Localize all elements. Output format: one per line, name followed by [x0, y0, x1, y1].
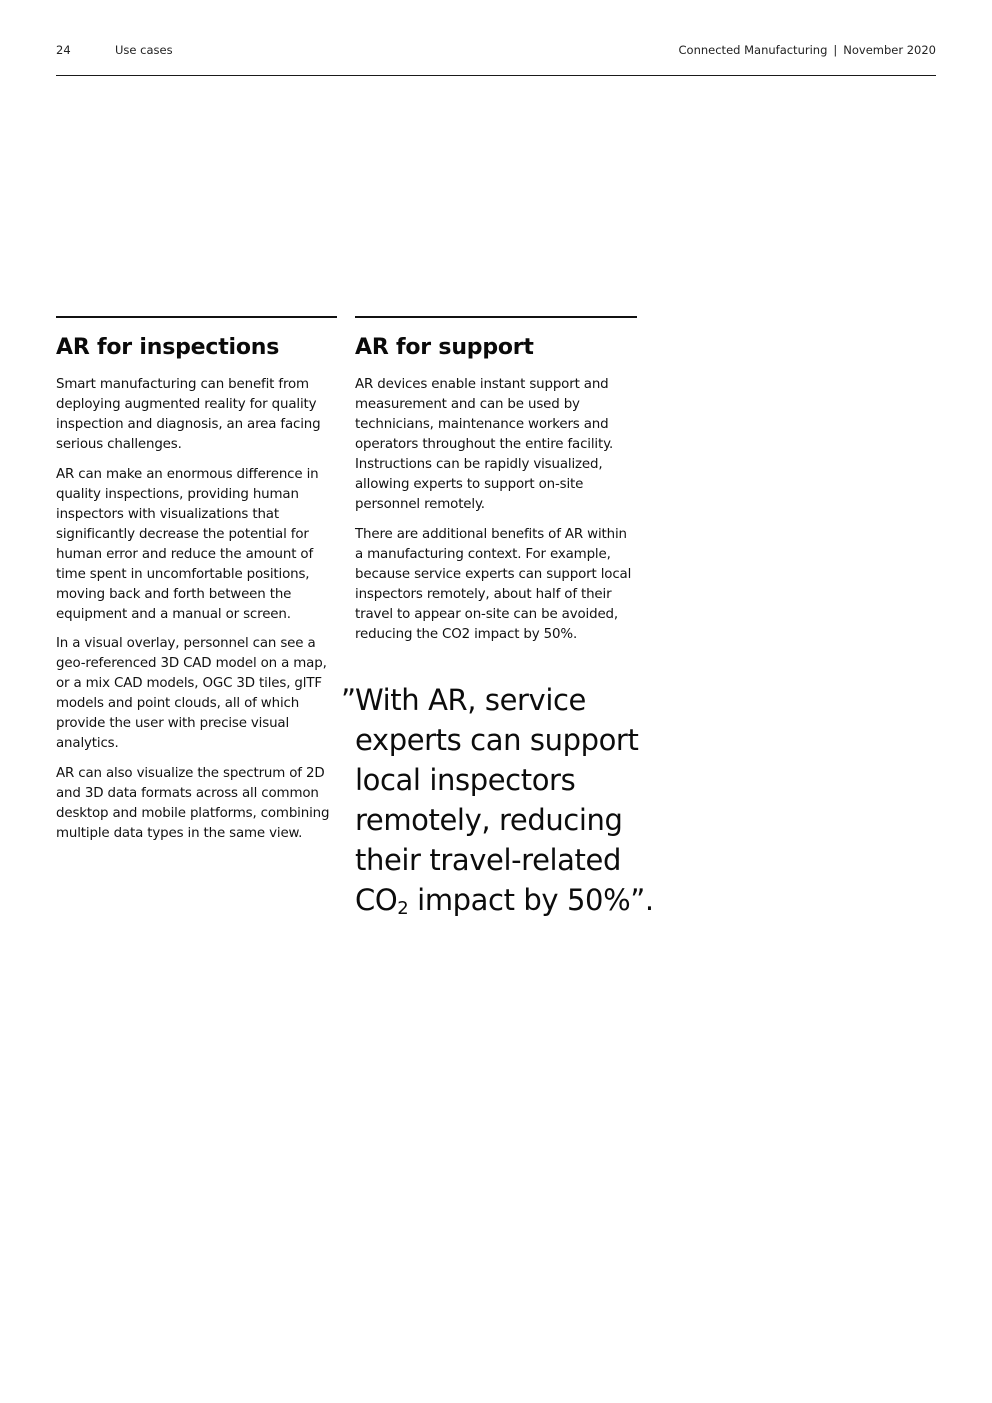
- paragraph: In a visual overlay, personnel can see a geo-referenced 3D CAD model on a map, or a mix CAD models, OGC 3D tiles, glTF models and point clouds, all of which provide the user with precise visual analytics.: [56, 636, 327, 751]
- page-header: [56, 42, 936, 76]
- document-meta: [679, 43, 936, 57]
- right-column-heading: AR for support: [355, 335, 534, 360]
- paragraph: Smart manufacturing can benefit from deploying augmented reality for quality inspection and diagnosis, an area facing serious challenges.: [56, 377, 321, 452]
- quote-line: their travel-related: [355, 843, 621, 877]
- quote-open-mark: ”: [341, 683, 356, 717]
- quote-line-suffix: impact by 50%”.: [408, 883, 654, 917]
- document-title: Connected Manufacturing: [678, 43, 828, 57]
- page-number: 24: [56, 43, 71, 57]
- paragraph: AR can also visualize the spectrum of 2D and 3D data formats across all common desktop and mobile platforms, combining multiple data types in the same view.: [56, 765, 330, 841]
- section-name: Use cases: [115, 43, 173, 57]
- quote-line: local inspectors: [355, 763, 576, 797]
- quote-line: With AR, service: [355, 683, 586, 717]
- left-column: [56, 316, 337, 853]
- quote-line-last: [355, 880, 655, 920]
- quote-line: remotely, reducing: [355, 803, 623, 837]
- left-column-body: [56, 375, 337, 844]
- paragraph: AR can make an enormous difference in quality inspections, providing human inspectors with visualizations that significantly decrease the potential for human error and reduce the amount of time spent in uncomfortable positions, moving back and forth between the equipment and a manual or screen.: [56, 466, 319, 622]
- document-date: November 2020: [843, 43, 936, 57]
- right-column-body: [355, 375, 637, 645]
- pull-quote: [341, 680, 655, 920]
- header-separator: |: [833, 43, 838, 57]
- quote-line: experts can support: [355, 723, 639, 757]
- quote-subscript: 2: [397, 898, 409, 919]
- quote-co-prefix: CO: [355, 883, 398, 917]
- right-column: [355, 316, 637, 654]
- paragraph: There are additional benefits of AR within a manufacturing context. For example, because service experts can support local inspectors remotely, about half of their travel to appear on-site can be avoided, reducing the CO2 impact by 50%.: [355, 526, 632, 642]
- paragraph: AR devices enable instant support and measurement and can be used by technicians, maintenance workers and operators throughout the entire facility. Instructions can be rapidly visualized, allowing experts to support on-site personnel remotely.: [355, 377, 614, 512]
- left-column-heading: AR for inspections: [56, 335, 280, 360]
